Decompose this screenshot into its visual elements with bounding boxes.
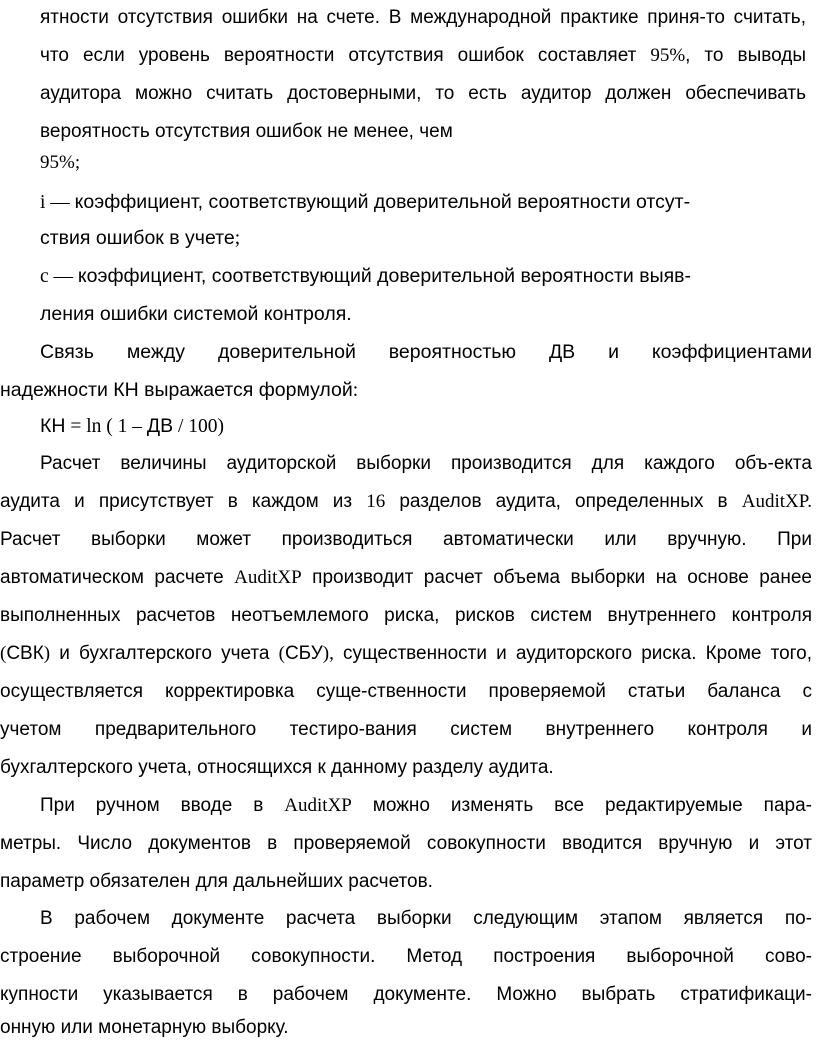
text-line <box>40 151 160 175</box>
text-segment: ), <box>322 643 334 664</box>
text-line <box>0 566 812 590</box>
text-segment: надежности КН выражается формулой <box>0 379 353 401</box>
text-segment: 95% <box>650 45 686 66</box>
text-line <box>40 264 780 289</box>
text-segment: ) <box>43 643 51 664</box>
text-line <box>0 983 812 1007</box>
text-segment: , то выводы <box>685 45 806 66</box>
text-line <box>0 870 600 894</box>
text-line <box>0 832 812 856</box>
text-segment: вероятность отсутствия ошибок не менее, чем <box>40 121 453 142</box>
text-segment: При ручном вводе в <box>40 795 285 816</box>
text-line <box>40 190 780 215</box>
text-line <box>0 490 812 514</box>
text-segment: i — <box>40 192 75 213</box>
text-line <box>0 1016 500 1040</box>
text-line <box>0 642 812 666</box>
text-segment: коэффициент, соответствующий доверительной вероятности отсут- <box>74 191 691 213</box>
text-segment: c — <box>40 266 78 287</box>
text-line <box>40 340 812 364</box>
text-segment: разделов аудита, определенных в <box>385 491 742 512</box>
text-segment: ( <box>278 643 285 664</box>
text-line <box>0 680 812 704</box>
text-segment: В рабочем документе расчета выборки следующим этапом является по- <box>40 908 812 929</box>
text-segment: : <box>352 380 359 401</box>
text-line <box>40 907 812 931</box>
text-segment: аудитора можно считать достоверными, то есть аудитор должен обеспечивать <box>40 83 806 104</box>
text-segment: ( <box>0 643 7 664</box>
text-line <box>40 794 812 818</box>
text-segment: Связь между доверительной вероятностью ДВ и коэффициентами <box>40 341 812 363</box>
text-segment: ; <box>234 228 241 249</box>
text-line <box>40 302 440 326</box>
text-line <box>40 452 812 476</box>
text-segment: существенности и аудиторского риска. Кроме того, <box>333 643 812 664</box>
text-segment: автоматическом расчете <box>0 567 235 588</box>
text-line <box>0 945 812 969</box>
text-segment: ДВ <box>146 415 174 437</box>
text-line <box>40 82 806 106</box>
text-segment: Расчет величины аудиторской выборки производится для каждого объ-екта <box>40 453 812 474</box>
text-segment: учетом предварительного тестиро-вания систем внутреннего контроля и <box>0 719 812 740</box>
text-segment: СВК <box>6 643 44 664</box>
text-segment: метры. Число документов в проверяемой совокупности вводится вручную и этот <box>0 833 812 854</box>
text-segment: параметр обязателен для дальнейших расчетов. <box>0 871 433 892</box>
text-segment: бухгалтерского учета, относящихся к данному разделу аудита. <box>0 757 554 778</box>
text-segment: и бухгалтерского учета <box>50 643 279 664</box>
text-segment: осуществляется корректировка суще-ственности проверяемой статьи баланса с <box>0 681 812 702</box>
text-line <box>40 414 340 439</box>
text-line <box>40 226 340 251</box>
text-segment: ятности отсутствия ошибки на счете. В международной практике приня-то считать, <box>40 7 806 28</box>
text-segment: AuditXP. <box>741 491 812 512</box>
text-segment: = ln ( 1 – <box>65 416 147 437</box>
text-line <box>0 378 500 403</box>
text-segment: ления ошибки системой контроля. <box>40 303 352 325</box>
text-segment: строение выборочной совокупности. Метод построения выборочной сово- <box>0 946 812 967</box>
text-segment: СБУ <box>284 643 323 664</box>
text-segment: AuditXP <box>234 567 302 588</box>
text-line <box>0 756 620 780</box>
text-segment: AuditXP <box>284 795 352 816</box>
text-line <box>40 44 806 68</box>
text-segment: что если уровень вероятности отсутствия ошибок составляет <box>40 45 651 66</box>
text-line <box>0 604 812 628</box>
text-line <box>0 528 812 552</box>
text-segment: ствия ошибок в учете <box>40 227 235 249</box>
text-segment: коэффициент, соответствующий доверительной вероятности выяв- <box>77 265 692 287</box>
text-segment: КН <box>40 415 66 437</box>
text-segment: / 100) <box>173 416 225 437</box>
text-segment: производит расчет объема выборки на основе ранее <box>301 567 812 588</box>
text-segment: можно изменять все редактируемые пара- <box>351 795 812 816</box>
text-line <box>40 120 540 144</box>
text-segment: купности указывается в рабочем документе. Можно выбрать стратификаци- <box>0 984 812 1005</box>
text-segment: 95%; <box>40 152 81 173</box>
text-segment: 16 <box>366 491 386 512</box>
text-segment: аудита и присутствует в каждом из <box>0 491 367 512</box>
text-line <box>40 6 806 30</box>
text-segment: выполненных расчетов неотъемлемого риска, рисков систем внутреннего контроля <box>0 605 812 626</box>
text-line <box>0 718 812 742</box>
text-segment: Расчет выборки может производиться автоматически или вручную. При <box>0 529 812 550</box>
text-segment: онную или монетарную выборку. <box>0 1017 289 1038</box>
